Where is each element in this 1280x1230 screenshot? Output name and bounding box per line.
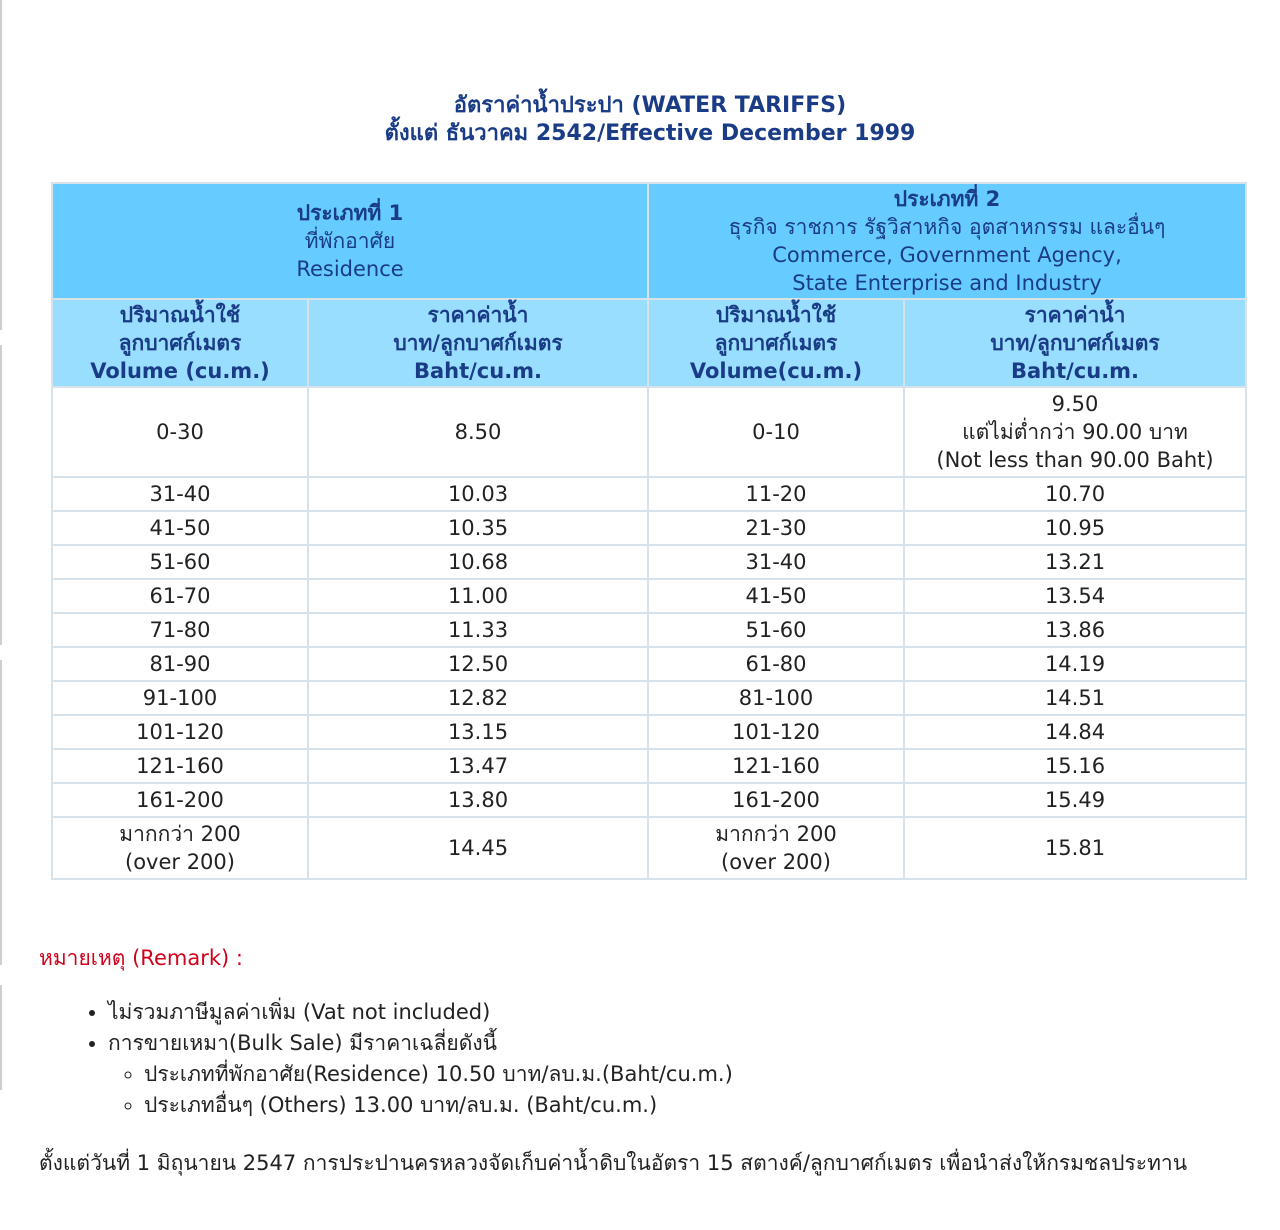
table-row bbox=[52, 681, 1246, 715]
volume-cell: 71-80 bbox=[52, 613, 308, 647]
volume-cell: 61-80 bbox=[648, 647, 904, 681]
volume-cell: 51-60 bbox=[52, 545, 308, 579]
volume-cell: 91-100 bbox=[52, 681, 308, 715]
price-cell bbox=[904, 387, 1246, 477]
price-cell: 12.82 bbox=[308, 681, 648, 715]
price-cell: 10.35 bbox=[308, 511, 648, 545]
header-line: ราคาค่าน้ำ bbox=[1024, 303, 1126, 327]
price-cell: 12.50 bbox=[308, 647, 648, 681]
table-row bbox=[52, 579, 1246, 613]
minimum-charge-thai: แต่ไม่ต่ำกว่า 90.00 บาท bbox=[962, 420, 1188, 444]
volume-cell bbox=[648, 817, 904, 879]
price-value: 9.50 bbox=[1051, 392, 1099, 416]
volume-cell: 0-10 bbox=[648, 387, 904, 477]
volume-cell: 0-30 bbox=[52, 387, 308, 477]
category-1-thai: ที่พักอาศัย bbox=[304, 229, 396, 253]
volume-cell: 61-70 bbox=[52, 579, 308, 613]
column-header-price-1 bbox=[308, 299, 648, 387]
volume-cell: 161-200 bbox=[52, 783, 308, 817]
remark-item-text: การขายเหมา(Bulk Sale) มีราคาเฉลี่ยดังนี้ bbox=[108, 1031, 497, 1055]
remark-item-text: ไม่รวมภาษีมูลค่าเพิ่ม (Vat not included) bbox=[108, 1000, 491, 1024]
price-cell: 10.70 bbox=[904, 477, 1246, 511]
page-edge-line bbox=[0, 985, 2, 1090]
volume-cell: 11-20 bbox=[648, 477, 904, 511]
category-2-header bbox=[648, 183, 1246, 299]
header-line: ลูกบาศก์เมตร bbox=[714, 331, 838, 355]
minimum-charge-english: (Not less than 90.00 Baht) bbox=[936, 448, 1214, 472]
column-header-row bbox=[52, 299, 1246, 387]
title-line-1: อัตราค่าน้ำประปา (WATER TARIFFS) bbox=[453, 93, 847, 118]
volume-cell: 41-50 bbox=[648, 579, 904, 613]
volume-thai: มากกว่า 200 bbox=[715, 822, 837, 846]
volume-cell: 101-120 bbox=[52, 715, 308, 749]
header-line: ปริมาณน้ำใช้ bbox=[715, 303, 837, 327]
price-cell: 13.15 bbox=[308, 715, 648, 749]
price-cell: 13.47 bbox=[308, 749, 648, 783]
raw-water-fee-note: ตั้งแต่วันที่ 1 มิถุนายน 2547 การประปานครหลวงจัดเก็บค่าน้ำดิบในอัตรา 15 สตางค์/ลูกบาศก์เมตร เพื่อนำส่งให้กรมชลประทาน bbox=[39, 1151, 1188, 1175]
page-edge-line bbox=[0, 345, 2, 645]
remark-list bbox=[76, 997, 733, 1121]
header-line: Volume(cu.m.) bbox=[689, 359, 863, 383]
volume-cell: 121-160 bbox=[52, 749, 308, 783]
price-cell: 13.86 bbox=[904, 613, 1246, 647]
price-cell: 13.54 bbox=[904, 579, 1246, 613]
column-header-volume-2 bbox=[648, 299, 904, 387]
page-edge-line bbox=[0, 660, 2, 965]
column-header-volume-1 bbox=[52, 299, 308, 387]
header-line: ลูกบาศก์เมตร bbox=[118, 331, 242, 355]
price-cell: 10.03 bbox=[308, 477, 648, 511]
table-row bbox=[52, 511, 1246, 545]
header-line: Baht/cu.m. bbox=[1010, 359, 1140, 383]
volume-cell: 121-160 bbox=[648, 749, 904, 783]
header-line: ราคาค่าน้ำ bbox=[427, 303, 529, 327]
volume-cell: 161-200 bbox=[648, 783, 904, 817]
table-row bbox=[52, 545, 1246, 579]
header-line: Baht/cu.m. bbox=[413, 359, 543, 383]
volume-cell: 41-50 bbox=[52, 511, 308, 545]
price-cell: 14.45 bbox=[308, 817, 648, 879]
price-cell: 10.95 bbox=[904, 511, 1246, 545]
remark-subitem: ◦ ประเภทอื่นๆ (Others) 13.00 บาท/ลบ.ม. (Baht/cu.m.) bbox=[144, 1090, 733, 1121]
price-cell: 15.81 bbox=[904, 817, 1246, 879]
table-row bbox=[52, 647, 1246, 681]
price-cell: 11.00 bbox=[308, 579, 648, 613]
category-1-english: Residence bbox=[296, 257, 404, 281]
volume-english: (over 200) bbox=[721, 850, 831, 874]
category-1-title: ประเภทที่ 1 bbox=[296, 201, 404, 225]
table-row bbox=[52, 783, 1246, 817]
volume-cell: 81-90 bbox=[52, 647, 308, 681]
water-tariff-table bbox=[51, 182, 1247, 880]
volume-cell bbox=[52, 817, 308, 879]
volume-english: (over 200) bbox=[125, 850, 235, 874]
table-row bbox=[52, 817, 1246, 879]
table-row bbox=[52, 715, 1246, 749]
header-line: Volume (cu.m.) bbox=[90, 359, 270, 383]
price-cell: 10.68 bbox=[308, 545, 648, 579]
volume-cell: 21-30 bbox=[648, 511, 904, 545]
page-title bbox=[0, 92, 1280, 148]
category-2-english-2: State Enterprise and Industry bbox=[792, 271, 1102, 295]
header-line: บาท/ลูกบาศก์เมตร bbox=[393, 331, 563, 355]
remark-item bbox=[108, 997, 733, 1028]
volume-cell: 101-120 bbox=[648, 715, 904, 749]
table-row bbox=[52, 477, 1246, 511]
remark-subitem: ◦ ประเภทที่พักอาศัย(Residence) 10.50 บาท/ลบ.ม.(Baht/cu.m.) bbox=[144, 1059, 733, 1090]
header-line: ปริมาณน้ำใช้ bbox=[119, 303, 241, 327]
volume-cell: 31-40 bbox=[648, 545, 904, 579]
price-cell: 8.50 bbox=[308, 387, 648, 477]
price-cell: 15.49 bbox=[904, 783, 1246, 817]
price-cell: 15.16 bbox=[904, 749, 1246, 783]
category-1-header bbox=[52, 183, 648, 299]
category-header-row bbox=[52, 183, 1246, 299]
header-line: บาท/ลูกบาศก์เมตร bbox=[990, 331, 1160, 355]
category-2-title: ประเภทที่ 2 bbox=[893, 187, 1001, 211]
price-cell: 14.19 bbox=[904, 647, 1246, 681]
title-line-2: ตั้งแต่ ธันวาคม 2542/Effective December 1999 bbox=[384, 121, 916, 146]
price-cell: 13.80 bbox=[308, 783, 648, 817]
volume-cell: 51-60 bbox=[648, 613, 904, 647]
category-2-thai: ธุรกิจ ราชการ รัฐวิสาหกิจ อุตสาหกรรม และอื่นๆ bbox=[728, 215, 1166, 239]
remark-item bbox=[108, 1028, 733, 1121]
price-cell: 11.33 bbox=[308, 613, 648, 647]
volume-cell: 31-40 bbox=[52, 477, 308, 511]
table-row bbox=[52, 387, 1246, 477]
bulk-sale-sublist bbox=[108, 1059, 733, 1121]
price-cell: 13.21 bbox=[904, 545, 1246, 579]
price-cell: 14.84 bbox=[904, 715, 1246, 749]
volume-thai: มากกว่า 200 bbox=[119, 822, 241, 846]
column-header-price-2 bbox=[904, 299, 1246, 387]
price-cell: 14.51 bbox=[904, 681, 1246, 715]
remark-heading: หมายเหตุ (Remark) : bbox=[39, 946, 243, 970]
page-edge-line bbox=[0, 0, 2, 330]
table-row bbox=[52, 613, 1246, 647]
volume-cell: 81-100 bbox=[648, 681, 904, 715]
table-row bbox=[52, 749, 1246, 783]
category-2-english-1: Commerce, Government Agency, bbox=[772, 243, 1122, 267]
